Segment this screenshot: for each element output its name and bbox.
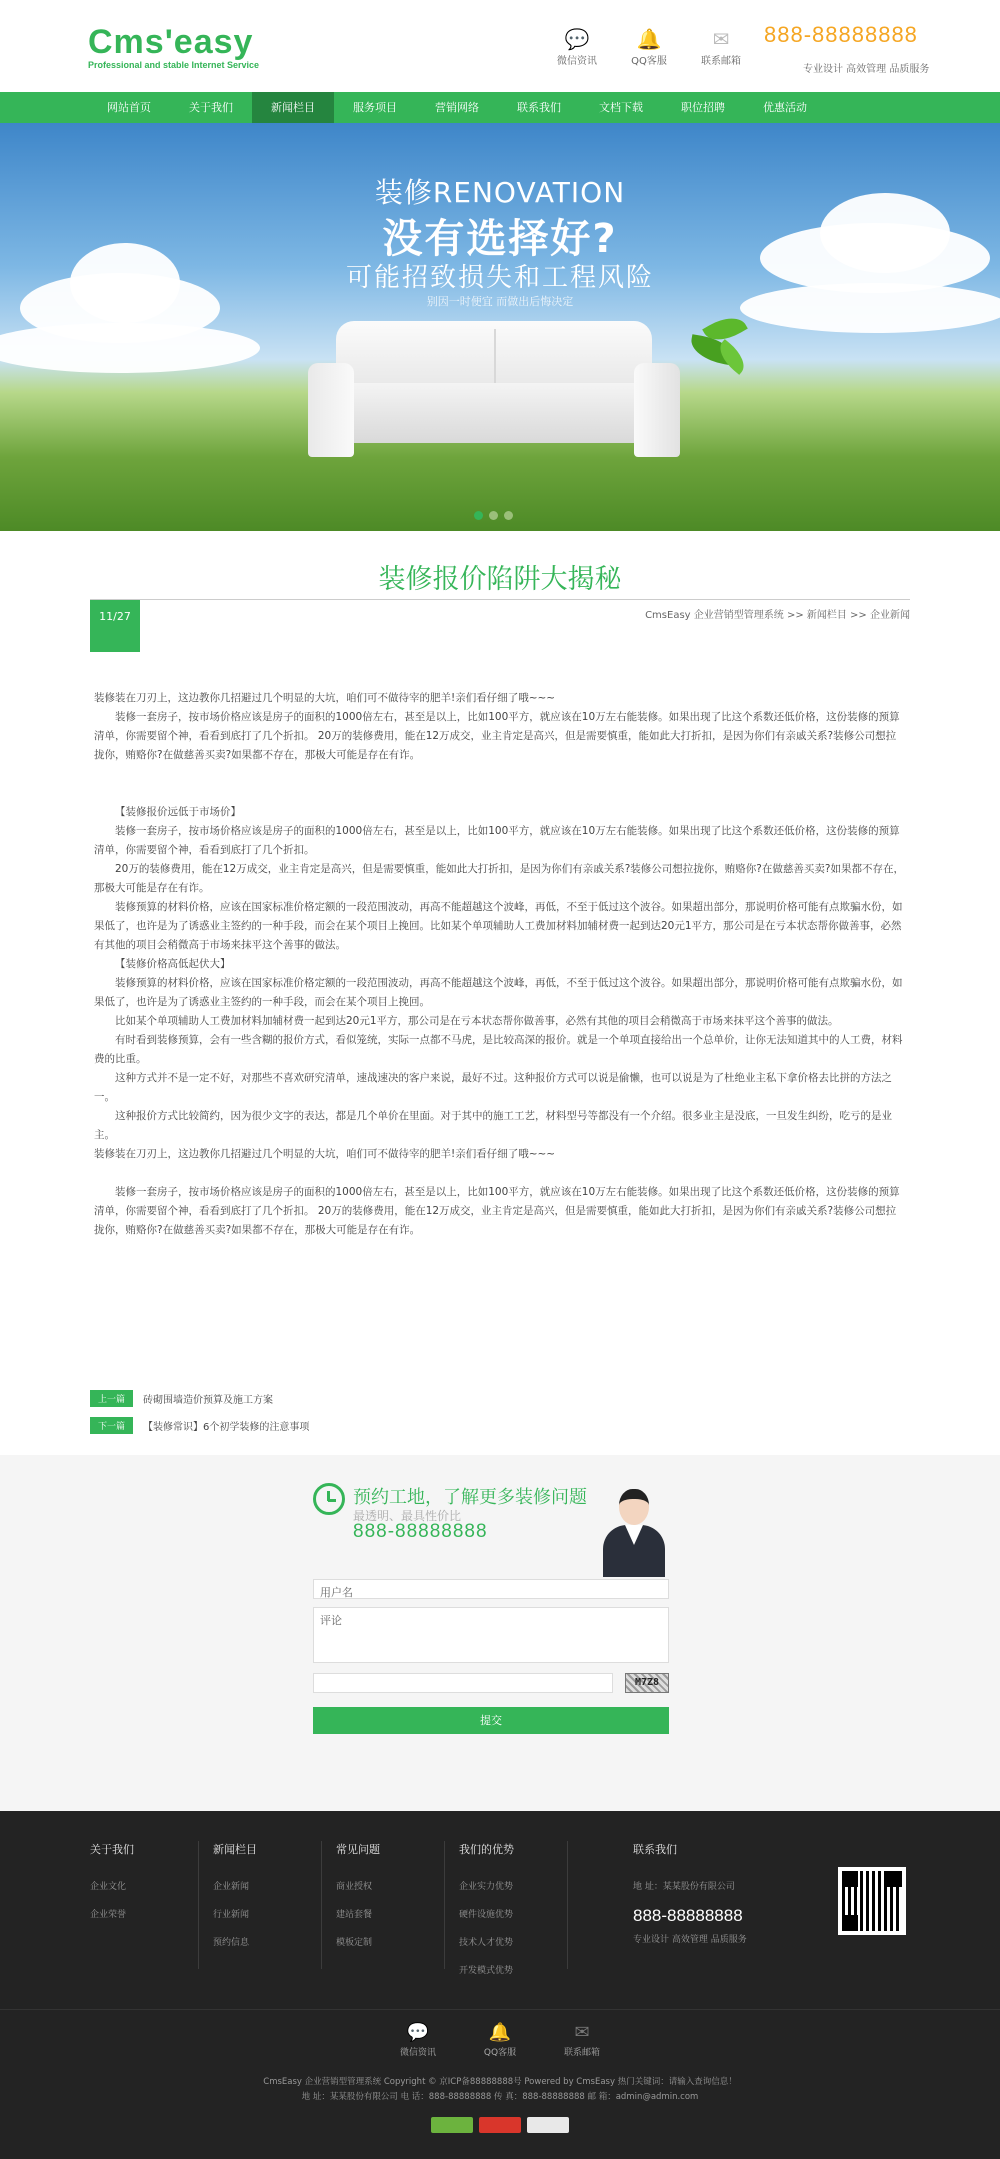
customer-service-avatar <box>599 1485 669 1577</box>
article-body <box>94 689 906 1240</box>
footer-link[interactable]: 商业授权 <box>336 1882 373 1892</box>
article-paragraph: 装修一套房子，按市场价格应该是房子的面积的1000倍左右，甚至是以上，比如100平方，就应该在10万左右能装修。如果出现了比这个系数还低价格，这份装修的预算清单，你需要留个神，看看到底打了几个折扣。 20万的装修费用，能在12万成交，业主肯定是高兴，但是需要慎重，能如此大打折扣，是因为你们有亲戚关系?装修公司想拉拢你，贿赂你?在做慈善买卖?如果都不存在，那极大可能是存在有诈。 <box>94 711 900 761</box>
header-icons <box>548 26 750 67</box>
footer-column-divider <box>444 1841 445 1969</box>
header-qq[interactable] <box>620 26 678 67</box>
logo-text: Cms'easy <box>88 23 254 61</box>
prev-next-links <box>90 1385 910 1439</box>
wechat-icon: 💬 <box>564 27 590 51</box>
nav-item[interactable]: 联系我们 <box>517 101 561 114</box>
footer-phone: 888-88888888 <box>633 1906 743 1925</box>
nav-item[interactable]: 优惠活动 <box>763 101 807 114</box>
footer-column <box>336 1841 380 1963</box>
prev-article[interactable] <box>90 1385 910 1412</box>
certification-badge[interactable] <box>527 2117 569 2133</box>
article-paragraph: 【装修价格高低起伏大】 <box>115 958 231 970</box>
nav-item[interactable]: 新闻栏目 <box>252 92 334 123</box>
next-article[interactable] <box>90 1412 910 1439</box>
clock-icon <box>313 1483 345 1515</box>
slider-dots <box>474 511 513 520</box>
form-phone: 888-88888888 <box>353 1521 488 1542</box>
footer-link[interactable]: 企业荣誉 <box>90 1910 127 1920</box>
header-tagline: 专业设计 高效管理 品质服务 <box>803 64 930 75</box>
header-wechat-label: 微信资讯 <box>557 56 597 67</box>
article-paragraph: 这种报价方式比较简约，因为很少文字的表达，都是几个单价在里面。对于其中的施工工艺，材料型号等都没有一个介绍。很多业主是没底，一旦发生纠纷，吃亏的是业主。 <box>94 1110 892 1141</box>
next-article-title[interactable]: 【装修常识】6个初学装修的注意事项 <box>143 1422 310 1433</box>
article-paragraph: 装修预算的材料价格，应该在国家标准价格定额的一段范围波动，再高不能超越这个波峰，再低，不至于低过这个波谷。如果超出部分，那说明价格可能有点欺骗水份，如果低了，也许是为了诱惑业主签约的一种手段，而会在某个项目上挽回。 <box>94 977 903 1008</box>
submit-button[interactable]: 提交 <box>313 1707 669 1734</box>
footer-column-divider <box>321 1841 322 1969</box>
nav-item[interactable]: 营销网络 <box>435 101 479 114</box>
footer-column <box>213 1841 257 1963</box>
footer-link[interactable]: 建站套餐 <box>336 1910 373 1920</box>
slider-dot[interactable] <box>489 511 498 520</box>
main-nav <box>0 92 1000 123</box>
header-mail[interactable] <box>692 26 750 67</box>
article-paragraph: 这种方式并不是一定不好，对那些不喜欢研究清单，速战速决的客户来说，最好不过。这种报价方式可以说是偷懒，也可以说是为了杜绝业主私下拿价格去比拼的方法之一。 <box>94 1072 892 1103</box>
footer-link[interactable]: 技术人才优势 <box>459 1938 514 1948</box>
footer-link[interactable]: 企业新闻 <box>213 1882 250 1892</box>
sofa-illustration <box>308 321 680 471</box>
footer-link[interactable]: 开发模式优势 <box>459 1966 514 1976</box>
prev-article-title[interactable]: 砖砌围墙造价预算及施工方案 <box>143 1395 274 1406</box>
article-paragraph: 20万的装修费用，能在12万成交，业主肯定是高兴，但是需要慎重，能如此大打折扣，是因为你们有亲戚关系?装修公司想拉拢你，贿赂你?在做慈善买卖?如果都不存在，那极大可能是存在有诈。 <box>94 863 904 894</box>
article-title: 装修报价陷阱大揭秘 <box>378 564 622 595</box>
header-phone: 888-88888888 <box>764 22 918 47</box>
footer-contact-title: 联系我们 <box>633 1843 677 1856</box>
wechat-icon: 💬 <box>406 2022 430 2043</box>
nav-item[interactable]: 文档下载 <box>599 101 643 114</box>
article-paragraph: 【装修报价远低于市场价】 <box>115 806 241 818</box>
footer-link[interactable]: 企业实力优势 <box>459 1882 514 1892</box>
footer-mail-label: 联系邮箱 <box>563 2048 600 2058</box>
footer-address: 地 址：某某股份有限公司 <box>633 1882 735 1892</box>
qr-code <box>838 1867 906 1935</box>
footer-column-title: 关于我们 <box>90 1843 134 1856</box>
footer-link[interactable]: 模板定制 <box>336 1938 373 1948</box>
article-date: 11/27 <box>90 600 140 652</box>
form-subheading: 最透明、最具性价比 <box>353 1509 462 1523</box>
cloud <box>0 323 260 373</box>
footer-link[interactable]: 预约信息 <box>213 1938 250 1948</box>
footer-copyright <box>0 2075 1000 2105</box>
copyright-line1: CmsEasy 企业营销型管理系统 Copyright © 京ICP备88888888号 Powered by CmsEasy 热门关键词：请输入查询信息！ <box>263 2077 737 2087</box>
banner-line3: 可能招致损失和工程风险 <box>345 263 654 293</box>
mail-icon: ✉ <box>574 2022 590 2043</box>
qq-icon: 🔔 <box>636 27 662 51</box>
nav-item[interactable]: 关于我们 <box>189 101 233 114</box>
nav-list <box>0 92 1000 123</box>
article-paragraph: 装修一套房子，按市场价格应该是房子的面积的1000倍左右，甚至是以上，比如100平方，就应该在10万左右能装修。如果出现了比这个系数还低价格，这份装修的预算清单，你需要留个神，看看到底打了几个折扣。 20万的装修费用，能在12万成交，业主肯定是高兴，但是需要慎重，能如此大打折扣，是因为你们有亲戚关系?装修公司想拉拢你，贿赂你?在做慈善买卖?如果都不存在，那极大可能是存在有诈。 <box>94 1186 900 1236</box>
slider-dot[interactable] <box>504 511 513 520</box>
slider-dot[interactable] <box>474 511 483 520</box>
footer-column <box>459 1841 514 1991</box>
captcha-image[interactable]: M7Z8 <box>625 1673 669 1693</box>
site-footer <box>0 1811 1000 2159</box>
hero-banner <box>0 123 1000 531</box>
footer-qq[interactable] <box>472 2021 528 2058</box>
certification-badges <box>0 2117 1000 2133</box>
banner-line4: 别因一时便宜 而做出后悔决定 <box>426 295 574 308</box>
footer-column-title: 我们的优势 <box>459 1843 514 1856</box>
footer-mail[interactable] <box>554 2021 610 2058</box>
footer-wechat-label: 微信资讯 <box>399 2048 436 2058</box>
prev-tag: 上一篇 <box>90 1390 133 1407</box>
footer-tagline: 专业设计 高效管理 品质服务 <box>633 1935 747 1945</box>
header-qq-label: QQ客服 <box>631 56 667 67</box>
footer-contact <box>633 1841 747 1945</box>
qq-icon: 🔔 <box>488 2022 512 2043</box>
article-meta-bar <box>90 599 910 651</box>
footer-link[interactable]: 企业文化 <box>90 1882 127 1892</box>
footer-column-title: 新闻栏目 <box>213 1843 257 1856</box>
nav-item[interactable]: 职位招聘 <box>681 101 725 114</box>
site-logo[interactable] <box>88 23 260 70</box>
site-header <box>0 0 1000 92</box>
article-paragraph: 装修预算的材料价格，应该在国家标准价格定额的一段范围波动，再高不能超越这个波峰，再低，不至于低过这个波谷。如果超出部分，那说明价格可能有点欺骗水份，如果低了，也许是为了诱惑业主签约的一种手段，而会在某个项目上挽回。比如某个单项辅助人工费加材料加辅材费一起到达20元1平方，那公司是在亏本状态帮你做善事，必然有其他的项目会稍微高于市场来抹平这个善事的做法。 <box>94 901 903 951</box>
breadcrumb[interactable]: CmsEasy 企业营销型管理系统 >> 新闻栏目 >> 企业新闻 <box>645 610 910 621</box>
article-paragraph: 装修一套房子，按市场价格应该是房子的面积的1000倍左右，甚至是以上，比如100平方，就应该在10万左右能装修。如果出现了比这个系数还低价格，这份装修的预算清单，你需要留个神，看看到底打了几个折扣。 <box>94 825 900 856</box>
comment-textarea[interactable]: 评论 <box>313 1607 669 1663</box>
certification-badge[interactable] <box>431 2117 473 2133</box>
captcha-input[interactable] <box>313 1673 613 1693</box>
footer-link[interactable]: 行业新闻 <box>213 1910 250 1920</box>
banner-line1: 装修RENOVATION <box>374 176 626 209</box>
article-paragraph: 比如某个单项辅助人工费加材料加辅材费一起到达20元1平方，那公司是在亏本状态帮你做善事，必然有其他的项目会稍微高于市场来抹平这个善事的做法。 <box>115 1015 839 1027</box>
footer-column-divider <box>567 1841 568 1969</box>
header-wechat[interactable] <box>548 26 606 67</box>
article-paragraph: 装修装在刀刃上，这边教你几招避过几个明显的大坑，咱们可不做待宰的肥羊!亲们看仔细了哦~~~ <box>94 1148 556 1160</box>
footer-column-title: 常见问题 <box>336 1843 380 1856</box>
article-paragraph: 有时看到装修预算，会有一些含糊的报价方式，看似笼统，实际一点都不马虎，是比较高深的报价。就是一个单项直接给出一个总单价，让你无法知道其中的人工费，材料费的比重。 <box>94 1034 903 1065</box>
footer-qq-label: QQ客服 <box>483 2048 517 2058</box>
form-heading: 预约工地，了解更多装修问题 <box>353 1487 587 1508</box>
mail-icon: ✉ <box>712 27 730 51</box>
logo-subtitle: Professional and stable Internet Service <box>88 60 260 70</box>
footer-column <box>90 1841 134 1935</box>
footer-wechat[interactable] <box>390 2021 446 2058</box>
footer-icons <box>0 2021 1000 2058</box>
article-paragraph: 装修装在刀刃上，这边教你几招避过几个明显的大坑，咱们可不做待宰的肥羊!亲们看仔细了哦~~~ <box>94 692 556 704</box>
header-mail-label: 联系邮箱 <box>701 56 741 67</box>
footer-column-divider <box>198 1841 199 1969</box>
next-tag: 下一篇 <box>90 1417 133 1434</box>
banner-line2: 没有选择好? <box>382 216 618 262</box>
username-input[interactable]: 用户名 <box>313 1579 669 1599</box>
certification-badge[interactable] <box>479 2117 521 2133</box>
nav-item[interactable]: 网站首页 <box>107 101 151 114</box>
copyright-line2: 地 址：某某股份有限公司 电 话：888-88888888 传 真：888-88888888 邮 箱：admin@admin.com <box>301 2092 699 2102</box>
nav-item[interactable]: 服务项目 <box>353 101 397 114</box>
footer-link[interactable]: 硬件设施优势 <box>459 1910 514 1920</box>
comment-form-section <box>0 1455 1000 1811</box>
footer-divider <box>0 2009 1000 2010</box>
